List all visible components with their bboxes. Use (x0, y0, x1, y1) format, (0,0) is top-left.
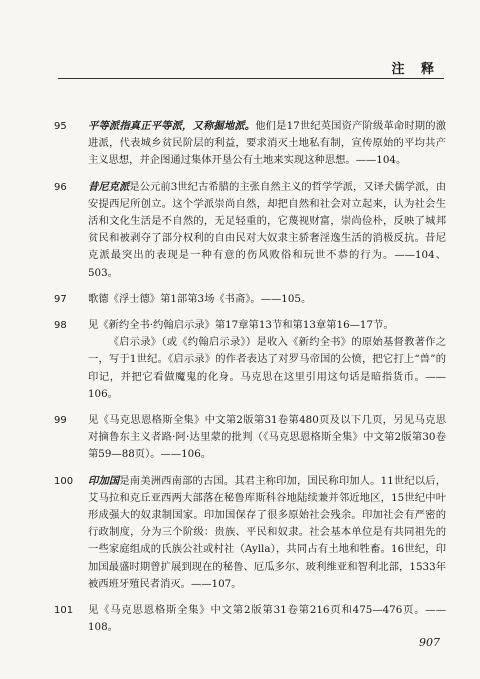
note-body (88, 179, 446, 282)
note-text: 是南美洲西南部的古国。其君主称印加，国民称印加人。11世纪以后，艾马拉和克丘亚西两大部落在秘鲁库斯科谷地陆续兼并邻近地区，15世纪中叶形成强大的奴隶制国家。印加国保存了很多原始社会残余。印加社会有严密的行政制度，分为三个阶级：贵族、平民和奴隶。社会基本单位是有共同祖先的一些家庭组成的氏族公社或村社（Aylla），共同占有土地和牲畜。16世纪，印加国最盛时期曾扩展到现在的秘鲁、厄瓜多尔、玻利维亚和智利北部，1533年被西班牙殖民者消灭。——107。 (88, 474, 446, 590)
note-body (88, 412, 446, 464)
note-paragraph: 见《新约全书·约翰启示录》第17章第13节和第13章第16—17节。 (88, 319, 394, 332)
note-body (88, 602, 446, 636)
note-98 (54, 317, 446, 403)
note-paragraph (88, 473, 446, 593)
note-paragraph: 见《马克思恩格斯全集》中文第2版第31卷第216页和475—476页。——108。 (88, 604, 446, 634)
note-term: 昔尼克派 (88, 180, 130, 193)
note-number: 97 (54, 293, 67, 305)
note-term: 印加国 (88, 474, 120, 487)
notes-list (54, 118, 446, 645)
note-paragraph (88, 179, 446, 282)
page-number: 907 (419, 636, 440, 649)
running-header-title: 注 释 (391, 62, 440, 77)
note-97 (54, 291, 446, 308)
note-99 (54, 412, 446, 464)
note-paragraph: 见《马克思恩格斯全集》中文第2版第31卷第480页及以下几页，另见马克思对摘鲁东主义者路·阿·达里蒙的批判（《马克思恩格斯全集》中文第2版第30卷第59—88页）。——106。 (88, 414, 446, 461)
note-96 (54, 179, 446, 282)
note-body (88, 291, 446, 308)
note-number: 101 (54, 605, 74, 617)
note-95 (54, 118, 446, 170)
note-term: 平等派指真正平等派，又称掘地派。 (88, 120, 256, 132)
note-101 (54, 602, 446, 636)
note-paragraph: 歌德《浮士德》第1部第3场《书斋》。——105。 (88, 292, 312, 305)
note-number: 96 (54, 181, 67, 193)
note-body (88, 473, 446, 593)
note-paragraph: 《启示录》（或《约翰启示录》）是收入《新约全书》的原始基督教著作之一，写于1世纪。《启示录》的作者表达了对罗马帝国的公愤，把它打上“兽”的印记，并把它看做魔鬼的化身。马克思在这里引用这句话是暗指货币。——106。 (88, 336, 446, 400)
note-number: 100 (54, 475, 74, 487)
header-rule (58, 78, 444, 79)
note-body (88, 118, 446, 170)
note-number: 98 (54, 320, 67, 332)
note-body (88, 317, 446, 403)
note-paragraph (88, 118, 446, 170)
note-text: 是公元前3世纪古希腊的主张自然主义的哲学学派，又译犬儒学派，由安提西尼所创立。这个学派崇尚自然，却把自然和社会对立起来，认为社会生活和文化生活是不自然的，无足轻重的，它蔑视财富，崇尚俭朴，反映了城邦贫民和被剥夺了部分权利的自由民对大奴隶主骄奢淫逸生活的消极反抗。昔尼克派最突出的表现是一种有意的伤风败俗和玩世不恭的行为。——104、503。 (88, 180, 447, 279)
note-100 (54, 473, 446, 593)
note-text: 他们是17世纪英国资产阶级革命时期的激进派，代表城乡贫民阶层的利益，要求消灭土地私有制，宣传原始的平均共产主义思想，并企图通过集体开垦公有土地来实现这种思想。——104。 (88, 120, 446, 167)
note-number: 95 (54, 121, 67, 132)
note-number: 99 (54, 415, 67, 427)
